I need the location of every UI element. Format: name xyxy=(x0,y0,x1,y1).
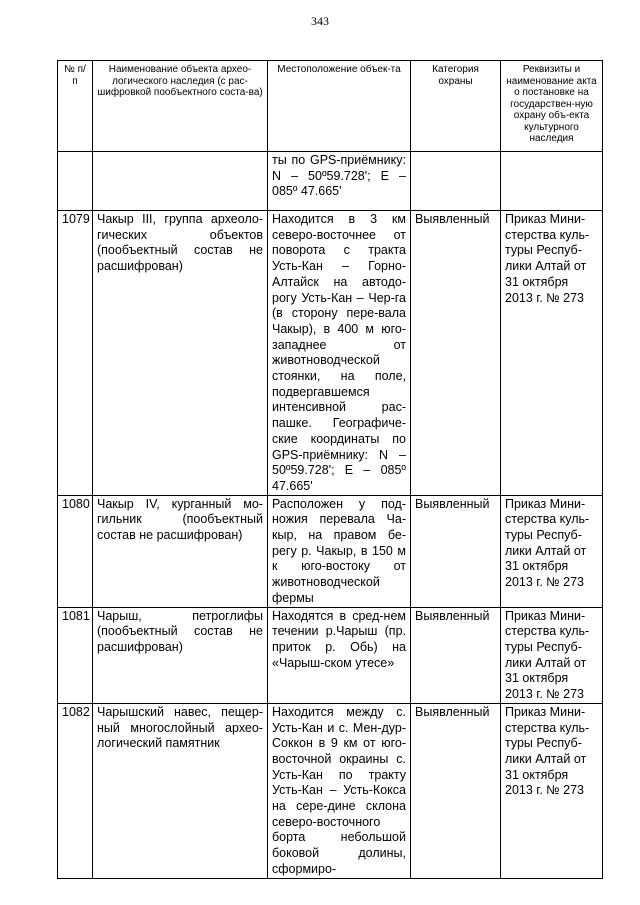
table-row-continuation xyxy=(58,152,603,211)
cell-category xyxy=(411,152,501,211)
cell-num: 1079 xyxy=(58,211,93,496)
header-location: Местоположение объек-та xyxy=(268,61,411,152)
cell-act-details: Приказ Мини-стерства куль-туры Респуб-лики Алтай от 31 октября 2013 г. № 273 xyxy=(501,607,603,703)
cell-num: 1082 xyxy=(58,703,93,878)
table-row xyxy=(58,703,603,878)
cell-num: 1080 xyxy=(58,495,93,607)
cell-act-details: Приказ Мини-стерства куль-туры Респуб-лики Алтай от 31 октября 2013 г. № 273 xyxy=(501,495,603,607)
header-object-name: Наименование объекта архео-логического наследия (с рас-шифровкой пообъектного соста-ва) xyxy=(93,61,268,152)
table-row xyxy=(58,211,603,496)
header-num: № п/п xyxy=(58,61,93,152)
cell-category: Выявленный xyxy=(411,607,501,703)
cell-category: Выявленный xyxy=(411,703,501,878)
cell-location: Находятся в сред-нем течении р.Чарыш (пр. приток р. Обь) на «Чарыш-ском утесе» xyxy=(268,607,411,703)
cell-object-name: Чарышский навес, пещер-ный многослойный архео-логический памятник xyxy=(93,703,268,878)
cell-num xyxy=(58,152,93,211)
table-header-row xyxy=(58,61,603,152)
cell-location: Находится между с. Усть-Кан и с. Мен-дур-Соккон в 9 км от юго-восточной окраины с. Усть-Кан по тракту Усть-Кан – Усть-Кокса на сере-дине склона северо-восточного борта небольшой боковой долины, сформиро- xyxy=(268,703,411,878)
cell-num: 1081 xyxy=(58,607,93,703)
cell-object-name: Чакыр IV, курганный мо-гильник (пообъектный состав не расшифрован) xyxy=(93,495,268,607)
cell-act-details xyxy=(501,152,603,211)
cell-category: Выявленный xyxy=(411,211,501,496)
cell-object-name: Чарыш, петроглифы (пообъектный состав не расшифрован) xyxy=(93,607,268,703)
cell-object-name: Чакыр III, группа археоло-гических объектов (пообъектный состав не расшифрован) xyxy=(93,211,268,496)
heritage-registry-table xyxy=(57,60,603,879)
cell-object-name xyxy=(93,152,268,211)
cell-location: ты по GPS-приёмнику: N – 50º59.728'; E – 085º 47.665' xyxy=(268,152,411,211)
cell-act-details: Приказ Мини-стерства куль-туры Респуб-лики Алтай от 31 октября 2013 г. № 273 xyxy=(501,211,603,496)
cell-location: Расположен у под-ножия перевала Ча-кыр, на правом бе-регу р. Чакыр, в 150 м к юго-востоку от животноводческой фермы xyxy=(268,495,411,607)
cell-act-details: Приказ Мини-стерства куль-туры Респуб-лики Алтай от 31 октября 2013 г. № 273 xyxy=(501,703,603,878)
header-act-details: Реквизиты и наименование акта о постановке на государствен-ную охрану объ-екта культурного наследия xyxy=(501,61,603,152)
table-row xyxy=(58,607,603,703)
header-protection-category: Категория охраны xyxy=(411,61,501,152)
table-row xyxy=(58,495,603,607)
cell-category: Выявленный xyxy=(411,495,501,607)
page-number: 343 xyxy=(311,14,329,28)
cell-location: Находится в 3 км северо-восточнее от поворота с тракта Усть-Кан – Горно-Алтайск на автодо-рогу Усть-Кан – Чер-га (в сторону пере-вала Чакыр), в 400 м юго-западнее от животноводческой стоянки, на поле, подвергавшемся интенсивной рас-пашке. Географиче-ские координаты по GPS-приёмнику: N – 50º59.728'; E – 085º 47.665' xyxy=(268,211,411,496)
